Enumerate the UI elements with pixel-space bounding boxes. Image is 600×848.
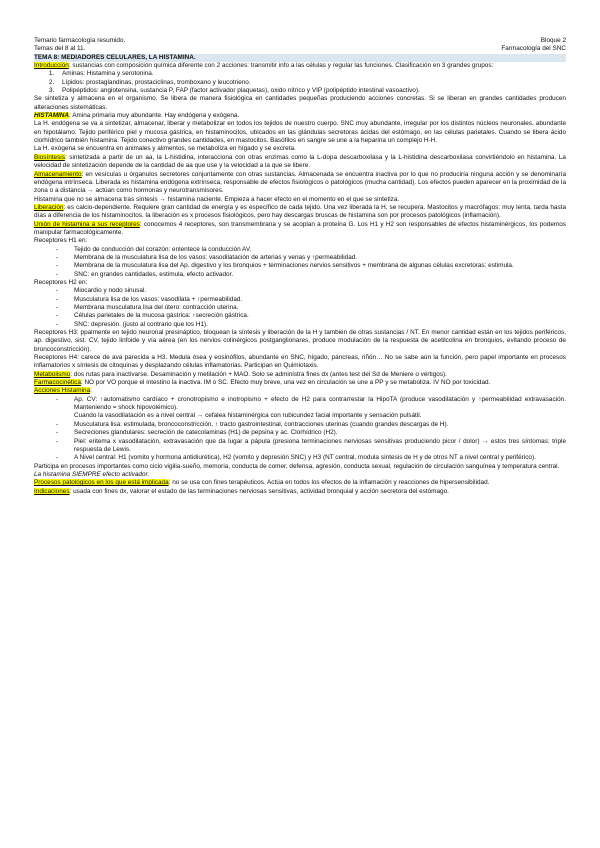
liberacion-label: Liberación bbox=[34, 203, 64, 211]
header-course-title: Temario farmacología resumido. bbox=[34, 37, 126, 44]
union-paragraph bbox=[34, 221, 566, 238]
list-item: - Secreciones glandulares: secreción de catecolaminas (H1) de pepsina y ac. Clorhídrico (H2). bbox=[34, 429, 566, 437]
intro-label: Introducción bbox=[34, 62, 69, 70]
histamina-paragraph bbox=[34, 112, 566, 120]
metabolismo-text: : dos rutas para inactivarse. Desaminación y metilación + MAO. Solo se administra fines dx (antes test del Sd de Meniere o vértigos). bbox=[70, 370, 447, 378]
list-item: 2. Lípidos: prostaglandinas, prostaciclinas, tromboxano y leucotrieno. bbox=[56, 79, 566, 87]
liberacion-paragraph bbox=[34, 204, 566, 221]
header-row-1 bbox=[34, 37, 566, 45]
histamina-text: : Amina primaria muy abundante. Hay endógena y exógena. bbox=[69, 112, 240, 120]
receptores-h1-title: Receptores H1 en: bbox=[34, 237, 88, 245]
header-row-2 bbox=[34, 45, 566, 53]
header-block: Bloque 2 bbox=[540, 37, 566, 44]
receptores-h2-title: Receptores H2 en: bbox=[34, 278, 88, 286]
receptores-h3: Receptores H3: ppalmente en tejido neuronal presináptico, bloquean la síntesis y liberación de la H y también de otras sustancias / NT. En menor cantidad están en los tejidos periféricos, ap. digestivo, sist. CV, tejido linfoide y vía aérea (en los nervios colinérgicos postganglionares, produce modulación de la respuesta de acetilcolina en bronquios, evitando proceso de broncoconstricción). bbox=[34, 329, 566, 353]
list-item: - Musculatura lisa de los vasos: vasodilata + ↑permeabilidad. bbox=[34, 296, 566, 304]
list-item: - Membrana musculatura lisa del útero: contracción uterina. bbox=[34, 304, 566, 312]
intro-list bbox=[34, 70, 566, 95]
header-topics: Temas del 8 al 11. bbox=[34, 45, 86, 53]
indicaciones-paragraph bbox=[34, 488, 566, 496]
list-item: 1. Aminas: Histamina y serotonina. bbox=[56, 70, 566, 78]
acciones-list bbox=[34, 396, 566, 413]
histamina-naciente: Histamina que no se almacena tras síntesis → histamina naciente. Empieza a hacer efecto en el momento en el que se sintetiza. bbox=[34, 195, 400, 203]
list-item: - A Nivel central: H1 (vomito y hormona antidiurética), H2 (vomito y depresión SNC) y H3 (NT central, modula síntesis de H y de otros NT a nivel central y periférico). bbox=[34, 454, 566, 462]
participa-paragraph: Participa en procesos importantes como ciclo vigilia-sueño, memoria, conducta de comer, defensa, agresión, conducta sexual, regulación de circulación sanguínea y temperatura central. bbox=[34, 462, 560, 470]
list-item: 3. Polipéptidos: angiotensina, sustancia P, FAP (factor activador plaquetas), oxido nítrico y VIP (polipéptido intestinal vasoactivo). bbox=[56, 87, 566, 95]
receptores-h4: Receptores H4: carece de ava parecida a H3. Medula ósea y eosinófilos, abundante en SNC, hígado, páncreas, riñón… No se sabe aún la función, pero papel importante en procesos inflamatorios x síntesis de citoquinas y desplazando células inflamatorias. Participan en Quimiotaxis. bbox=[34, 354, 566, 370]
intro-text: : sustancias con composición química diferente con 2 acciones: transmitir info a las células y regular las funciones. Clasificación en 3 grandes grupos: bbox=[68, 62, 494, 70]
biosintesis-label: Biosíntesis bbox=[34, 153, 65, 161]
metabolismo-paragraph bbox=[34, 371, 566, 379]
list-item: - Células parietales de la mucosa gástrica: ↑secreción gástrica. bbox=[34, 312, 566, 320]
biosintesis-paragraph bbox=[34, 154, 566, 171]
histamina-endogena: La H. endógena se va a sintetizar, almacenar, liberar y metabolizar en todos los tejidos de nuestro cuerpo. SNC muy abundante, irregular por los distintos núcleos neuronales, abundante en hipotálamo. Tejido periférico piel y mucosa gástrica, en histaminocitos, ubicados en las glándulas secretoras ácidas del estómago, en las células parietales. Cuando se libera ácido clorhídrico también histamina. Tejido conectivo grandes cantidades, en mastocitos. Basófilos en sangre se une a la heparina un complejo H-H. bbox=[34, 120, 566, 145]
header-subject: Farmacología del SNC bbox=[501, 45, 566, 53]
almacenamiento-text: : en vesículas u órganulos secretores conjuntamente con otras sustancias. Almacenada se encuentra inactiva por lo que no produciría ninguna acción y se denominaría endógena intrínseca. Liberada es histamina endógena extrínseca, responsable de efectos fisiológicos o patológicos (mucha cantidad). Los efectos pueden aparecer en la proximidad de la zona o a distancia → actúan como hormonas y neurotransmisores. bbox=[34, 170, 566, 195]
intro-paragraph bbox=[34, 62, 566, 70]
list-item: - Miocardio y nodo sinusal. bbox=[34, 287, 566, 295]
acciones-title bbox=[34, 387, 566, 395]
acciones-label: Acciones Histamina bbox=[34, 387, 91, 395]
acciones-continuation: Cuando la vasodilatación es a nivel central → cefalea histaminérgica con rubicundez facial importante y sensación pulsátil. bbox=[74, 412, 422, 420]
liberacion-text: : es calcio-dependiente. Requiere gran cantidad de energía y es específico de cada tejido. Una vez liberada la H, se recupera. Mastocitos y macrófagos: muy lenta, tarda hasta días a diferencia de los histaminocitos. la liberación es x procesos fisiológicos, pero hay descargas bruscas de histamina son por procesos patológicos (inflamación). bbox=[34, 203, 566, 220]
metabolismo-label: Metabolismo bbox=[34, 370, 71, 378]
siempre-note: La histamina SIEMPRE efecto activador. bbox=[34, 470, 150, 478]
acciones-list-rest bbox=[34, 421, 566, 463]
receptores-h2-list bbox=[34, 287, 566, 329]
biosintesis-text: : sintetizada a partir de un aa, la L-histidina, interacciona con otras enzimas como la L-dopa descarboxilasa y la L-histidina descarboxilasa convirtiéndolo en histamina. La velocidad de sintetización depende de la cantidad de aa que use y la velocidad a la que se libere. bbox=[34, 153, 566, 170]
intro-after: Se sintetiza y almacena en el organismo. Se libera de manera fisiológica en cantidades pequeñas produciendo acciones concretas. Si se liberan en grandes cantidades producen alteraciones sistemáticas. bbox=[34, 95, 566, 111]
list-item: - Musculatura lisa: estimulada, broncoconstricción, ↑ tracto gastrointestinal, contracciones uterinas (cuando grandes descargas de H). bbox=[34, 421, 566, 429]
section-title: TEMA 8: MEDIADORES CELULARES, LA HISTAMINA. bbox=[34, 54, 566, 62]
procesos-paragraph bbox=[34, 479, 566, 487]
acciones-colon: : bbox=[90, 387, 92, 395]
union-label: Unión de histamina a sus receptores bbox=[34, 220, 140, 228]
procesos-label: Procesos patológicos en los que está implicada bbox=[34, 479, 169, 487]
almacenamiento-label: Almacenamiento bbox=[34, 170, 82, 178]
histamina-exogena: La H. exógena se encuentra en animales y alimentos, se metaboliza en hígado y se excreta. bbox=[34, 145, 296, 153]
histamina-label: HISTAMINA bbox=[34, 112, 70, 120]
indicaciones-text: : usada con fines dx, valorar el estado de las terminaciones nerviosas sensitivas, actividad bronquial y acción secretora del estómago. bbox=[69, 487, 449, 495]
list-item: - Membrana de la musculatura lisa del Ap. digestivo y los bronquios + terminaciones nervios sensitivos + membrana de algunas células excretoras: estimula. bbox=[34, 262, 566, 270]
farmacocinetica-paragraph bbox=[34, 379, 566, 387]
list-item: - Piel: eritema x vasodilatación, extravasación que da lugar a pápula (presiona terminaciones nerviosas sensitivas produciendo picor / dolor) → estos tres síntomas: triple respuesta de Lewis. bbox=[34, 438, 566, 455]
list-item: - SNC: depresión. (justo al contrario que los H1). bbox=[34, 321, 566, 329]
list-item: - Ap. CV: ↑automatismo cardíaco + cronotropismo e inotropismo + efecto de H2 para contrarrestar la HipoTA (produce vasodilatación y ↑permeabilidad extravasación. Manteniendo = shock hipovolémico). bbox=[34, 396, 566, 413]
union-text: : conocemos 4 receptores, son transmembrana y se acoplan a proteína G. Los H1 y H2 son responsables de efectos histaminérgicos, los podemos manipular farmacológicamente. bbox=[34, 220, 566, 236]
farmacocinetica-label: Farmacocinética bbox=[34, 379, 81, 387]
indicaciones-label: Indicaciones bbox=[34, 487, 70, 495]
list-item: - Membrana de la musculatura lisa de los vasos: vasodilatación de arterias y venas y ↑permeabilidad. bbox=[34, 254, 566, 262]
receptores-h1-list bbox=[34, 246, 566, 279]
procesos-text: : no se usa con fines terapéuticos. Actúa en todos los efectos de la inflamación y reacciones de hipersensibilidad. bbox=[168, 479, 490, 487]
almacenamiento-paragraph bbox=[34, 171, 566, 196]
list-item: - Tejido de conducción del corazón: enlentece la conducción AV. bbox=[34, 246, 566, 254]
farmacocinetica-text: : NO por VO porque el intestino la inactiva. IM o SC. Efecto muy breve, una vez en circulación se une a PP y se metaboliza. IV NO por toxicidad. bbox=[80, 379, 491, 387]
list-item: - SNC: en grandes cantidades, estimula, efecto activador. bbox=[34, 271, 566, 279]
document-page bbox=[34, 37, 566, 496]
